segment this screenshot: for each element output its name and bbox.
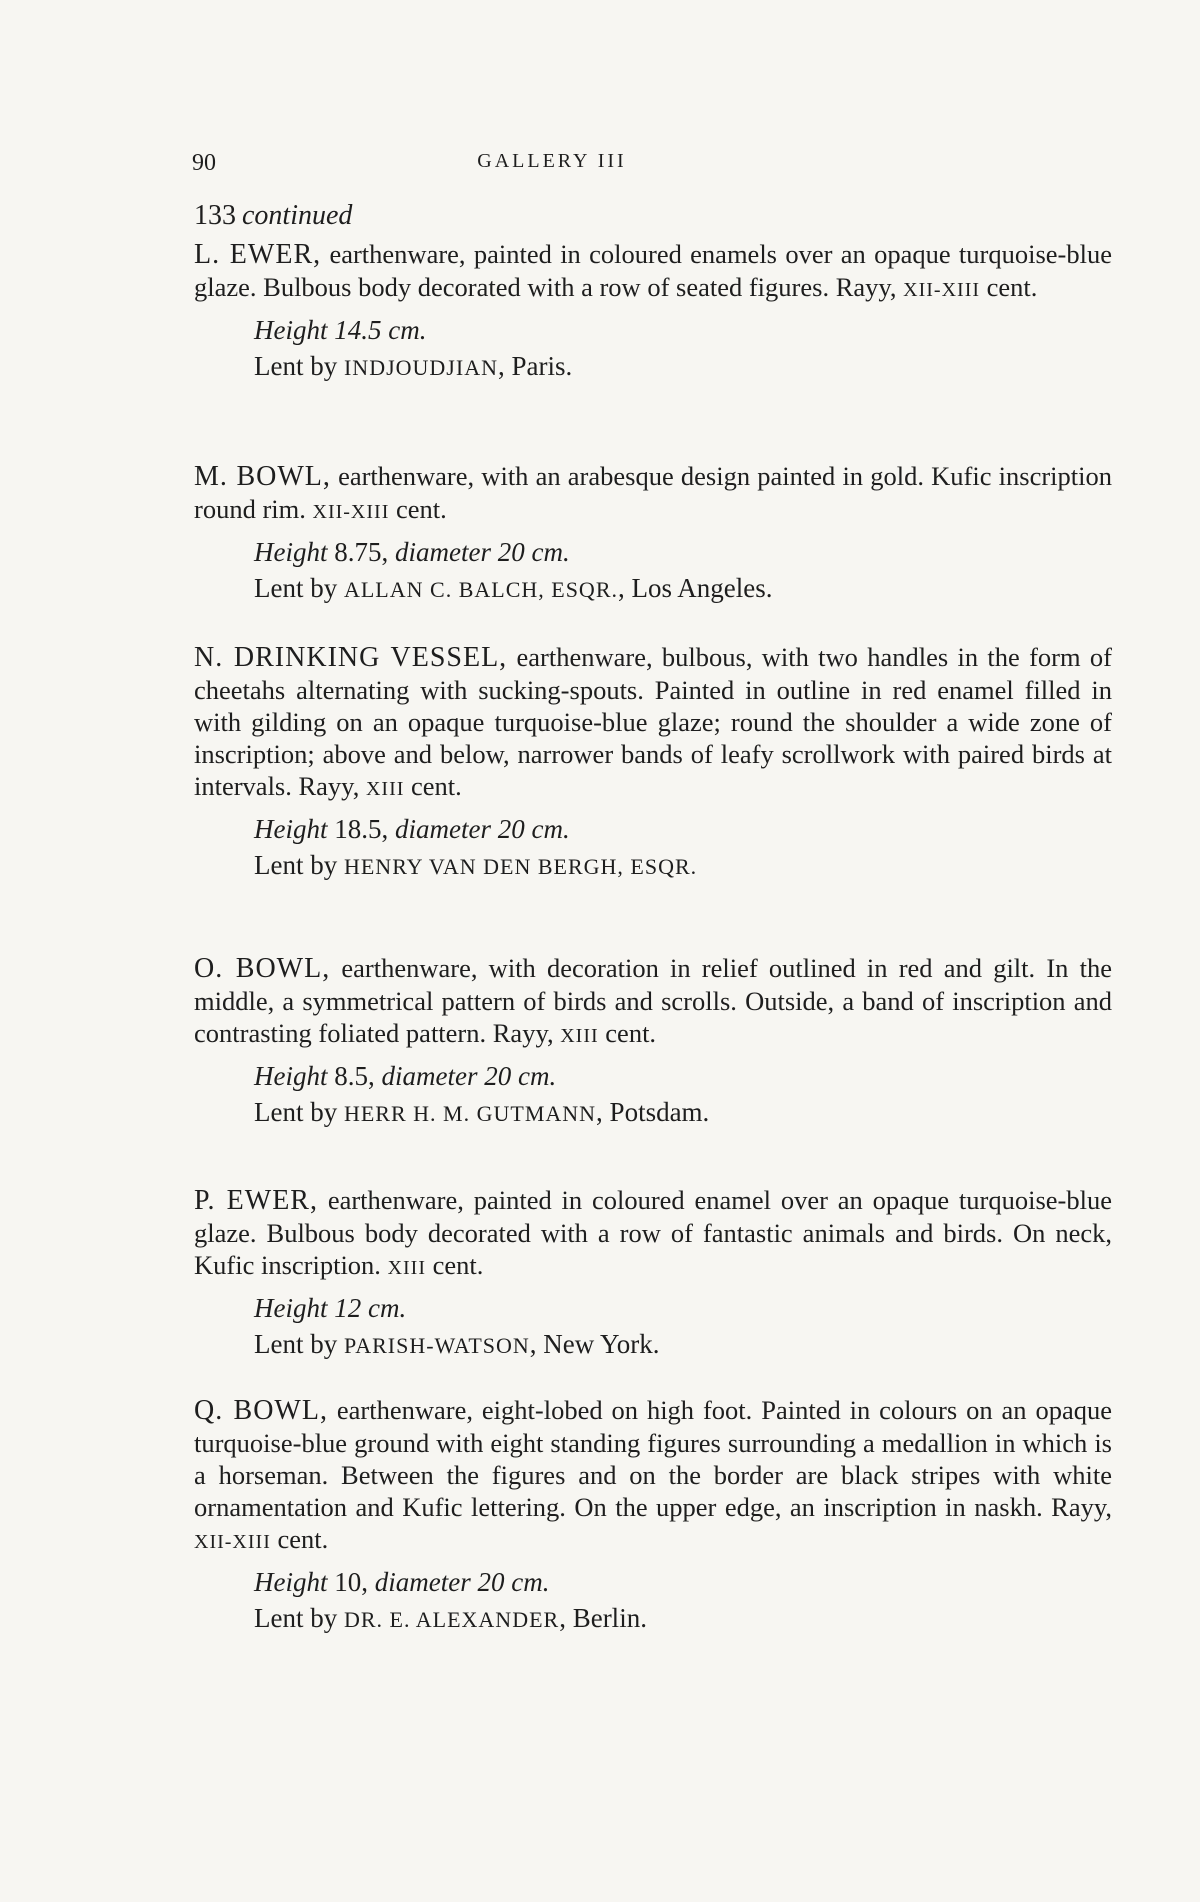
entry-measurements <box>254 1566 1112 1598</box>
lender-name: PARISH-WATSON <box>343 1333 530 1358</box>
entry-description: earthenware, painted in coloured enamel over an opaque turquoise-blue glaze. Bulbous body decorated with a row of fantastic animals and birds. On neck, Kufic inscription. <box>194 1185 1113 1280</box>
lent-prefix: Lent by <box>254 351 338 381</box>
catalogue-entry-p <box>194 1184 1112 1362</box>
lender-name: ALLAN C. BALCH, ESQR. <box>343 577 618 602</box>
lender-name: HENRY VAN DEN BERGH, ESQR. <box>343 854 698 879</box>
height-value: 8.5, <box>334 1061 375 1091</box>
entry-key: N. DRINKING VESSEL, <box>194 642 508 673</box>
entry-key: L. EWER, <box>194 239 322 270</box>
entry-key: M. BOWL, <box>194 461 331 492</box>
diameter-label: diameter <box>381 1061 478 1091</box>
lender-place: , New York. <box>529 1329 660 1359</box>
entry-lender-line <box>254 350 1112 384</box>
entry-description: earthenware, with an arabesque design painted in gold. Kufic inscription round rim. <box>194 461 1113 524</box>
diameter-value: 20 cm. <box>497 537 570 567</box>
entry-era: XII-XIII <box>194 1531 271 1553</box>
entry-era-suffix: cent. <box>986 272 1038 302</box>
entry-description: earthenware, with decoration in relief outlined in red and gilt. In the middle, a symmetrical pattern of birds and scrolls. Outside, a band of inscription and contrasting foliated pattern. Rayy, <box>194 953 1112 1048</box>
lender-name: DR. E. ALEXANDER <box>343 1607 560 1632</box>
diameter-value: 20 cm. <box>477 1567 550 1597</box>
lent-prefix: Lent by <box>254 850 338 880</box>
lent-prefix: Lent by <box>254 573 338 603</box>
entry-description: earthenware, eight-lobed on high foot. Painted in colours on an opaque turquoise-blue ground with eight standing figures surrounding a medallion in which is a horseman. Between the figures and on the border are black stripes with white ornamentation and Kufic lettering. On the upper edge, an inscription in naskh. Rayy, <box>194 1395 1113 1522</box>
lender-place: , Berlin. <box>559 1603 647 1633</box>
entry-era: XIII <box>387 1257 426 1279</box>
entry-measurements <box>254 314 1112 346</box>
height-value: 12 cm. <box>334 1293 407 1323</box>
diameter-value: 20 cm. <box>497 814 570 844</box>
entry-description: earthenware, painted in coloured enamels over an opaque turquoise-blue glaze. Bulbous body decorated with a row of seated figures. Rayy, <box>194 239 1112 302</box>
entry-era-suffix: cent. <box>277 1524 329 1554</box>
entry-lender-line <box>254 1602 1112 1636</box>
running-title: GALLERY III <box>477 150 627 172</box>
lender-name: HERR H. M. GUTMANN <box>343 1101 597 1126</box>
height-label: Height <box>254 1567 328 1597</box>
catalogue-entry-q <box>194 1394 1112 1636</box>
entry-era-suffix: cent. <box>605 1018 657 1048</box>
lender-name: INDJOUDJIAN <box>343 355 498 380</box>
entry-lender-line <box>254 572 1112 606</box>
diameter-value: 20 cm. <box>484 1061 557 1091</box>
entry-era: XIII <box>560 1025 599 1047</box>
catalogue-entry-n <box>194 641 1112 883</box>
height-label: Height <box>254 814 328 844</box>
height-value: 18.5, <box>334 814 389 844</box>
diameter-label: diameter <box>374 1567 471 1597</box>
height-value: 8.75, <box>334 537 389 567</box>
entry-key: Q. BOWL, <box>194 1395 328 1426</box>
lender-place: , Los Angeles. <box>618 573 773 603</box>
catalogue-entry-o <box>194 952 1112 1130</box>
page-number: 90 <box>192 150 216 176</box>
entry-era-suffix: cent. <box>395 494 447 524</box>
lent-prefix: Lent by <box>254 1097 338 1127</box>
height-label: Height <box>254 315 328 345</box>
lent-prefix: Lent by <box>254 1603 338 1633</box>
height-label: Height <box>254 537 328 567</box>
entry-measurements <box>254 536 1112 568</box>
continued-label: continued <box>242 200 353 231</box>
entry-lender-line <box>254 849 1112 883</box>
height-value: 10, <box>334 1567 368 1597</box>
entry-measurements <box>254 1292 1112 1324</box>
entry-era: XII-XIII <box>903 279 981 301</box>
entry-era: XIII <box>365 778 405 800</box>
entry-era-suffix: cent. <box>432 1250 484 1280</box>
catalogue-entry-m <box>194 460 1112 606</box>
entry-era: XII-XIII <box>312 501 390 523</box>
diameter-label: diameter <box>395 537 491 567</box>
lender-place: , Potsdam. <box>596 1097 710 1127</box>
lender-place: , Paris. <box>497 351 573 381</box>
continued-heading <box>194 200 352 232</box>
entry-measurements <box>254 813 1112 845</box>
entry-key: P. EWER, <box>194 1185 318 1216</box>
entry-key: O. BOWL, <box>194 953 331 984</box>
entry-lender-line <box>254 1096 1112 1130</box>
catalogue-number: 133 <box>194 200 236 231</box>
entry-description: earthenware, bulbous, with two handles in the form of cheetahs alternating with sucking-spouts. Painted in outline in red enamel filled in with gilding on an opaque turquoise-blue glaze; round the shoulder a wide zone of inscription; above and below, narrower bands of leafy scrollwork with paired birds at intervals. Rayy, <box>194 642 1112 801</box>
catalogue-entry-l <box>194 238 1112 384</box>
entry-measurements <box>254 1060 1112 1092</box>
lent-prefix: Lent by <box>254 1329 338 1359</box>
entry-lender-line <box>254 1328 1112 1362</box>
height-value: 14.5 cm. <box>334 315 427 345</box>
height-label: Height <box>254 1061 328 1091</box>
entry-era-suffix: cent. <box>411 771 462 801</box>
diameter-label: diameter <box>395 814 491 844</box>
page-header <box>192 150 1112 182</box>
height-label: Height <box>254 1293 328 1323</box>
